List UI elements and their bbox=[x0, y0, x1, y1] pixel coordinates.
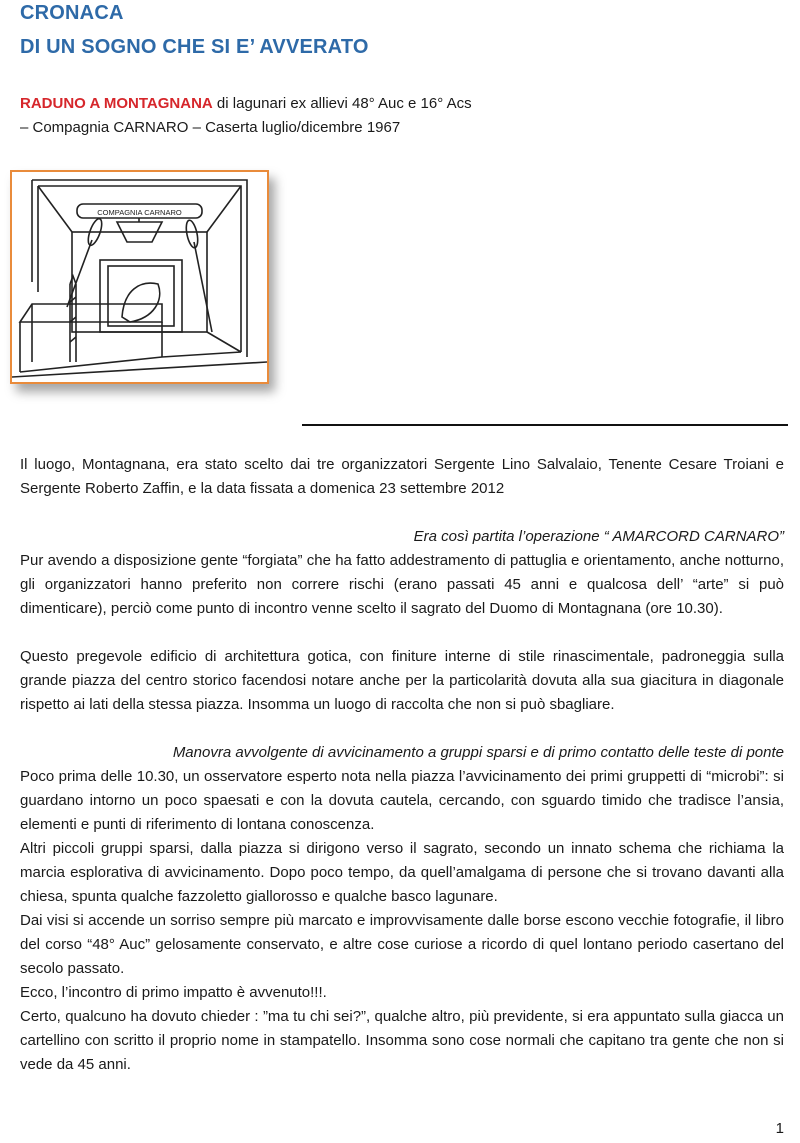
sketch-figure bbox=[10, 170, 269, 384]
paragraph-8: Certo, qualcuno ha dovuto chieder : ”ma tu chi sei?”, qualche altro, più previdente, si era appuntato sulla giacca un cartellino con scritto il proprio nome in stampatello. Insomma sono cose normali che capitano tra gente che non si vede da 45 anni. bbox=[20, 1008, 784, 1073]
document-title-line1: CRONACA bbox=[20, 2, 124, 24]
subtitle-highlight: RADUNO A MONTAGNANA bbox=[20, 95, 213, 112]
horizontal-divider bbox=[302, 424, 788, 426]
document-title-line2: DI UN SOGNO CHE SI E’ AVVERATO bbox=[20, 36, 369, 58]
paragraph-5: Altri piccoli gruppi sparsi, dalla piazza si dirigono verso il sagrato, secondo un innato schema che richiama la marcia esplorativa di avvicinamento. Dopo poco tempo, da quell’amalgama di persone che si trovano davanti alla chiesa, spunta qualche fazzoletto giallorosso e qualche basco lagunare. bbox=[20, 840, 784, 905]
section-heading-2: Manovra avvolgente di avvicinamento a gruppi sparsi e di primo contatto delle teste di ponte bbox=[172, 744, 784, 761]
page-number: 1 bbox=[775, 1120, 784, 1137]
subtitle-text: di lagunari ex allievi 48° Auc e 16° Acs bbox=[212, 95, 472, 112]
subtitle-line2: – Compagnia CARNARO – Caserta luglio/dicembre 1967 bbox=[20, 119, 401, 136]
paragraph-2: Pur avendo a disposizione gente “forgiata” che ha fatto addestramento di pattuglia e orientamento, anche notturno, gli organizzatori hanno preferito non correre rischi (erano passati 45 anni e qualcosa dell’ “arte” si può dimenticare), perciò come punto di incontro venne scelto il sagrato del Duomo di Montagnana (ore 10.30). bbox=[20, 552, 784, 617]
company-stand-sketch bbox=[12, 172, 267, 382]
paragraph-4: Poco prima delle 10.30, un osservatore esperto nota nella piazza l’avvicinamento dei primi gruppetti di “microbi”: si guardano intorno un poco spaesati e con la dovuta cautela, cercando, con sguardo timido che tradisce l’ansia, elementi e punti di riferimento di lontana conoscenza. bbox=[20, 768, 784, 833]
paragraph-3: Questo pregevole edificio di architettura gotica, con finiture interne di stile rinascimentale, padroneggia sulla grande piazza del centro storico facendosi notare anche per la particolarità dovuta alla sua giacitura in diagonale rispetto ai lati della stessa piazza. Insomma un luogo di raccolta che non si può sbagliare. bbox=[20, 648, 784, 713]
paragraph-6: Dai visi si accende un sorriso sempre più marcato e improvvisamente dalle borse escono vecchie fotografie, il libro del corso “48° Auc” gelosamente conservato, e altre cose curiose a ricordo di quel lontano periodo casertano del secolo passato. bbox=[20, 912, 784, 977]
section-heading-1: Era così partita l’operazione “ AMARCORD CARNARO” bbox=[413, 528, 784, 545]
subtitle-line1 bbox=[20, 92, 472, 116]
paragraph-1: Il luogo, Montagnana, era stato scelto dai tre organizzatori Sergente Lino Salvalaio, Tenente Cesare Troiani e Sergente Roberto Zaffin, e la data fissata a domenica 23 settembre 2012 bbox=[20, 456, 784, 497]
paragraph-7: Ecco, l’incontro di primo impatto è avvenuto!!!. bbox=[20, 984, 327, 1001]
sketch-sign-label: COMPAGNIA CARNARO bbox=[97, 208, 182, 217]
